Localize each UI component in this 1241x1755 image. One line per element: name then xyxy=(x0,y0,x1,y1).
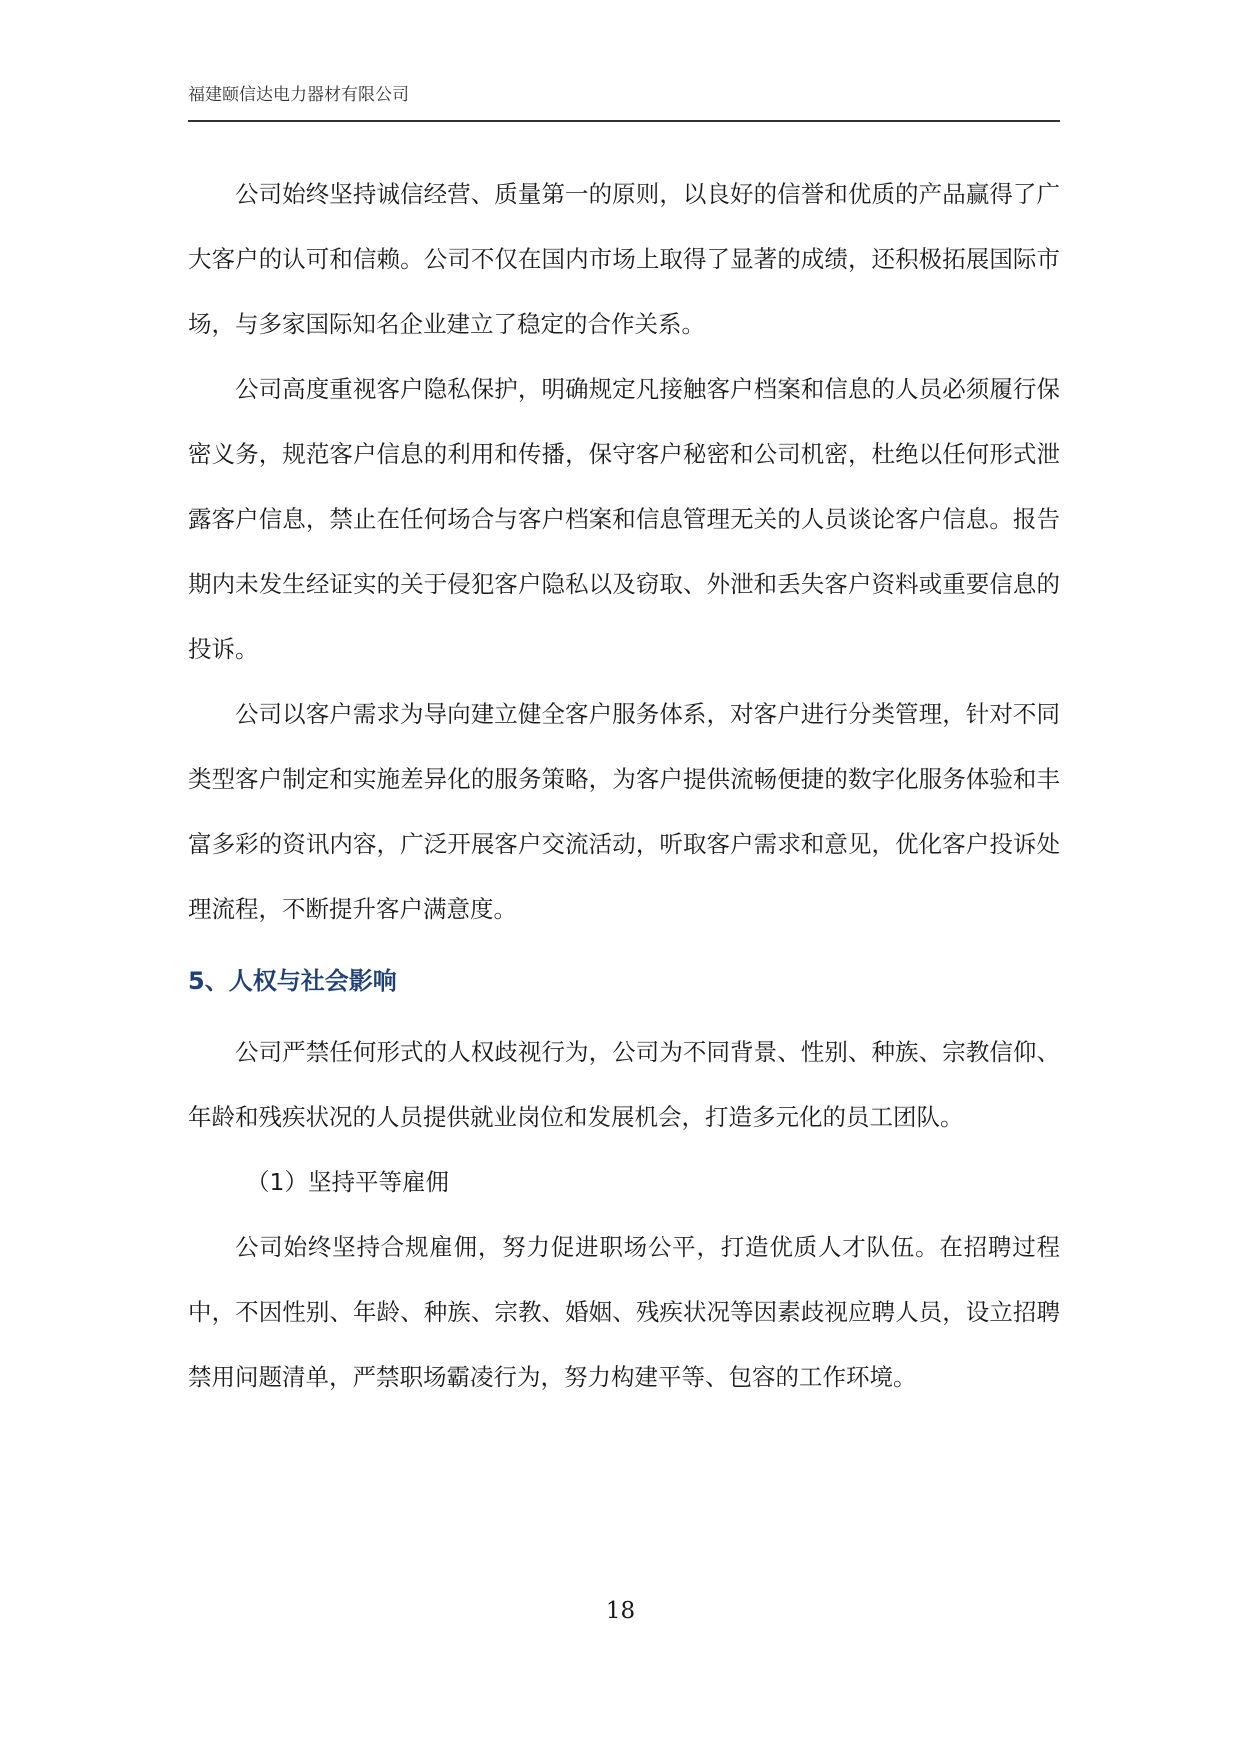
page-number: 18 xyxy=(605,1598,636,1624)
header-company-name: 福建颐信达电力器材有限公司 xyxy=(188,85,409,105)
paragraph-compliant-hiring: 公司始终坚持合规雇佣，努力促进职场公平，打造优质人才队伍。在招聘过程中，不因性别、年龄、种族、宗教、婚姻、残疾状况等因素歧视应聘人员，设立招聘禁用问题清单，严禁职场霸凌行为，努力构建平等、包容的工作环境。 xyxy=(188,1233,1060,1391)
page-header xyxy=(188,86,1060,122)
document-body xyxy=(188,162,1060,1410)
section-heading-human-rights: 5、人权与社会影响 xyxy=(188,967,397,995)
paragraph-anti-discrimination: 公司严禁任何形式的人权歧视行为，公司为不同背景、性别、种族、宗教信仰、年龄和残疾状况的人员提供就业岗位和发展机会，打造多元化的员工团队。 xyxy=(188,1038,1060,1131)
paragraph-privacy: 公司高度重视客户隐私保护，明确规定凡接触客户档案和信息的人员必须履行保密义务，规范客户信息的利用和传播，保守客户秘密和公司机密，杜绝以任何形式泄露客户信息，禁止在任何场合与客户档案和信息管理无关的人员谈论客户信息。报告期内未发生经证实的关于侵犯客户隐私以及窃取、外泄和丢失客户资料或重要信息的投诉。 xyxy=(188,375,1060,663)
subheading-equal-employment: （1）坚持平等雇佣 xyxy=(246,1168,449,1196)
paragraph-integrity: 公司始终坚持诚信经营、质量第一的原则，以良好的信誉和优质的产品赢得了广大客户的认可和信赖。公司不仅在国内市场上取得了显著的成绩，还积极拓展国际市场，与多家国际知名企业建立了稳定的合作关系。 xyxy=(188,180,1060,338)
paragraph-customer-service: 公司以客户需求为导向建立健全客户服务体系，对客户进行分类管理，针对不同类型客户制定和实施差异化的服务策略，为客户提供流畅便捷的数字化服务体验和丰富多彩的资讯内容，广泛开展客户交流活动，听取客户需求和意见，优化客户投诉处理流程，不断提升客户满意度。 xyxy=(188,700,1060,923)
